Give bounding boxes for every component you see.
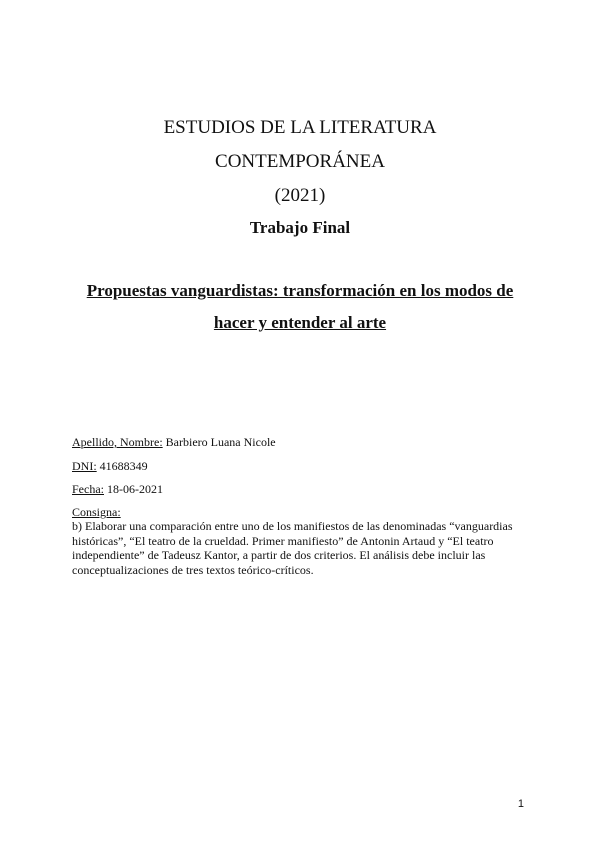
course-year: (2021)	[274, 185, 326, 206]
date-field	[72, 482, 163, 496]
page-number: 1	[517, 798, 524, 810]
assignment-label: Consigna:	[72, 505, 121, 519]
course-title-line-2: CONTEMPORÁNEA	[215, 151, 385, 172]
student-name-field	[72, 435, 276, 449]
date-label: Fecha:	[72, 482, 104, 496]
student-name-label: Apellido, Nombre:	[72, 435, 163, 449]
student-name-value: Barbiero Luana Nicole	[162, 435, 276, 449]
paper-title-line-2: hacer y entender al arte	[213, 313, 387, 332]
dni-label: DNI:	[72, 459, 97, 473]
dni-value: 41688349	[96, 459, 148, 473]
dni-field	[72, 459, 148, 473]
date-value: 18-06-2021	[104, 482, 163, 496]
course-title-line-1: ESTUDIOS DE LA LITERATURA	[163, 117, 437, 138]
work-type: Trabajo Final	[249, 218, 351, 237]
assignment-label-field	[72, 505, 121, 519]
assignment-text: b) Elaborar una comparación entre uno de los manifiestos de las denominadas “vanguardias históricas”, “El teatro de la crueldad. Primer manifiesto” de Antonin Artaud y “El teatro independiente” de Tadeusz Kantor, a partir de dos criterios. El análisis debe incluir las conceptualizaciones de tres textos teórico-críticos.	[72, 519, 513, 577]
paper-title-line-1: Propuestas vanguardistas: transformación en los modos de	[86, 281, 514, 300]
